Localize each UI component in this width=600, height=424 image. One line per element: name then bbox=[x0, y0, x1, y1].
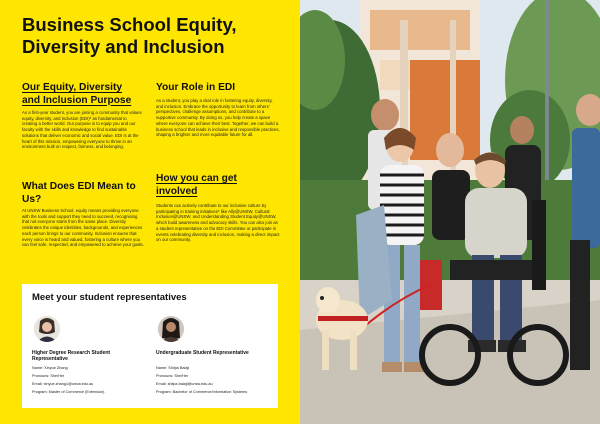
rep-email[interactable]: Email: xinyue.zhang1@unsw.edu.au bbox=[32, 382, 94, 386]
rep-pronouns: Pronouns: She/Her bbox=[156, 374, 189, 378]
purpose-body: As a first-year student, you are joining a community that values equity, diversity, and inclusion (EDI)* as fundamental to creating a better world. Our purpose is to equip you and our faculty with the skills and knowledge to find sustainable solutions that deliver economic and social value. EDI is at the heart of this mission, empowering everyone to thrive in an environment built on respect, fairness, and belonging. bbox=[22, 110, 142, 150]
what-heading: What Does EDI Mean to Us? bbox=[22, 181, 136, 205]
page-title: Business School Equity, Diversity and Inclusion bbox=[22, 14, 237, 57]
purpose-heading-text: Our Equity, Diversity and Inclusion Purpose bbox=[22, 82, 132, 106]
rep-name: Name: Shilpa Balaji bbox=[156, 366, 190, 370]
get-involved-heading-text: How you can get involved bbox=[156, 173, 237, 197]
get-involved-body: Students can actively contribute to our inclusive culture by participating in training initiatives* like Ally@UNSW, Cultural Inclusion@UNSW, and Understanding Student Equity@UNSW, which build awareness and advocacy skills. You can also join as a student representative on the EDI Committee or participate in events celebrating diversity and inclusion, making a direct impact on our community. bbox=[156, 203, 280, 243]
role-heading: Your Role in EDI bbox=[156, 82, 236, 93]
rep-email[interactable]: Email: shilpa.balaji@unsw.edu.au bbox=[156, 382, 213, 386]
get-involved-heading bbox=[156, 173, 266, 198]
students-group-photo bbox=[300, 0, 600, 424]
person-icon bbox=[34, 316, 60, 342]
rep-program: Program: Master of Commerce (Extension) bbox=[32, 390, 105, 394]
purpose-heading bbox=[22, 82, 142, 107]
representatives-card bbox=[22, 284, 278, 408]
role-body: As a student, you play a vital role in fostering equity, diversity, and inclusion. Embrace the opportunity to learn from others' perspectives, challenge assumptions, and contribute to a supportive community. By doing so, you help create a space where everyone can achieve their best. Together, we can build a business school that leads in inclusive and responsible practices, shaping a brighter and more equitable future for all. bbox=[156, 98, 280, 138]
rep-role: Undergraduate Student Representative bbox=[156, 350, 249, 356]
representatives-heading: Meet your student representatives bbox=[32, 292, 187, 303]
rep-program: Program: Bachelor of Commerce/Information Systems bbox=[156, 390, 248, 394]
rep-role: Higher Degree Research Student Representative bbox=[32, 350, 111, 362]
avatar bbox=[34, 316, 60, 342]
avatar bbox=[158, 316, 184, 342]
what-body: At UNSW Business School, equity means providing everyone with the tools and support they need to succeed, recognising that not everyone starts from the same place. Diversity celebrates the unique identities, backgrounds, and experiences each person brings to our community. Inclusion ensures that every voice is heard and valued, fostering a culture where you can feel safe, respected, and empowered to achieve your goals. bbox=[22, 208, 144, 248]
person-icon bbox=[158, 316, 184, 342]
rep-pronouns: Pronouns: She/Her bbox=[32, 374, 65, 378]
rep-name: Name: Xinyue Zhang bbox=[32, 366, 68, 370]
